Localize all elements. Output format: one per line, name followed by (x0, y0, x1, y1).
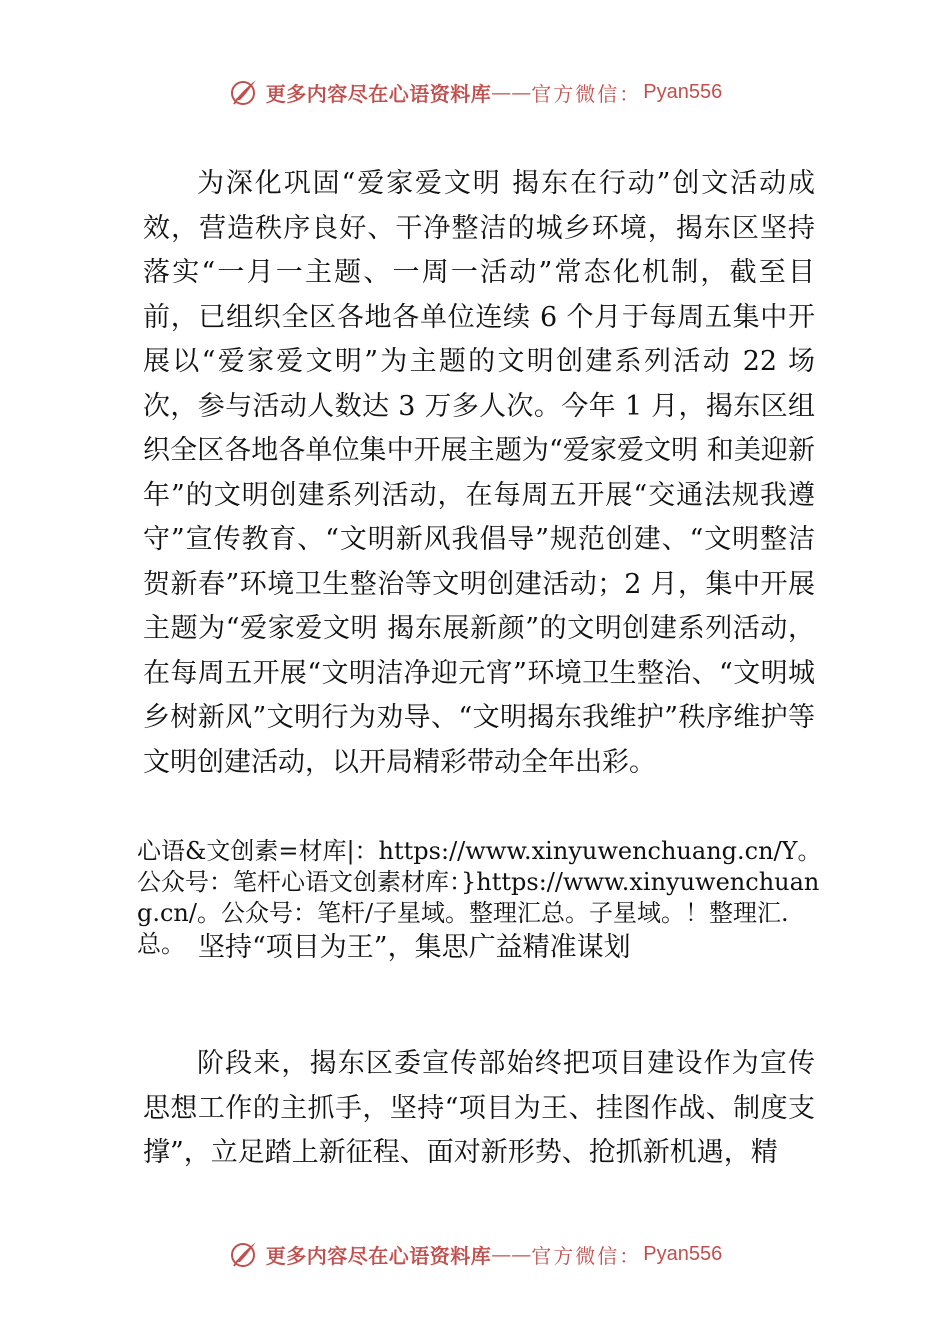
section-heading: 坚持“项目为王”，集思广益精准谋划 (198, 932, 631, 963)
banner-wechat-id: Pyan556 (643, 80, 723, 103)
footer-separator: —— (491, 1242, 532, 1266)
body-paragraph-1: 为深化巩固“爱家爱文明 揭东在行动”创文活动成效，营造秩序良好、干净整洁的城乡环境，揭东区坚持落实“一月一主题、一周一活动”常态化机制，截至目前，已组织全区各地各单位连续 6 个月于每周五集中开展以“爱家爱文明”为主题的文明创建系列活动 22 场次，参与活动人数达 3 万多人次。今年 1 月，揭东区组织全区各地各单位集中开展主题为“爱家爱文明 和美迎新年”的文明创建系列活动，在每周五开展“交通法规我遵守”宣传教育、“文明新风我倡导”规范创建、“文明整洁贺新春”环境卫生整治等文明创建活动；2 月，集中开展主题为“爱家爱文明 揭东展新颜”的文明创建系列活动， 在每周五开展“文明洁净迎元宵”环境卫生整治、“文明城乡树新风”文明行为劝导、“文明揭东我维护”秩序维护等文明创建活动，以开局精彩带动全年出彩。 (143, 168, 815, 778)
footer-official-label: 官方微信： (531, 1243, 642, 1268)
banner-brand-text: 更多内容尽在心语资料库 (265, 81, 492, 106)
source-note: 心语&文创素=材库|：https://www.xinyuwenchuang.cn/Y。公众号：笔杆心语文创素材库：}https://www.xinyuwenchuang.cn/。公众号：笔杆/子星域。整理汇总。子星域。！整理汇.总。 (137, 837, 822, 958)
footer-wechat-id: Pyan556 (643, 1242, 723, 1265)
footer-banner (0, 1232, 950, 1276)
quill-logo-icon (228, 76, 260, 108)
quill-logo-icon (228, 1238, 260, 1270)
banner-separator: —— (491, 80, 532, 104)
banner-official-label: 官方微信： (531, 81, 642, 106)
footer-brand-text: 更多内容尽在心语资料库 (265, 1243, 492, 1268)
header-banner (0, 70, 950, 114)
body-paragraph-2: 阶段来，揭东区委宣传部始终把项目建设作为宣传思想工作的主抓手，坚持“项目为王、挂图作战、制度支撑”，立足踏上新征程、面对新形势、抢抓新机遇，精 (143, 1048, 815, 1168)
